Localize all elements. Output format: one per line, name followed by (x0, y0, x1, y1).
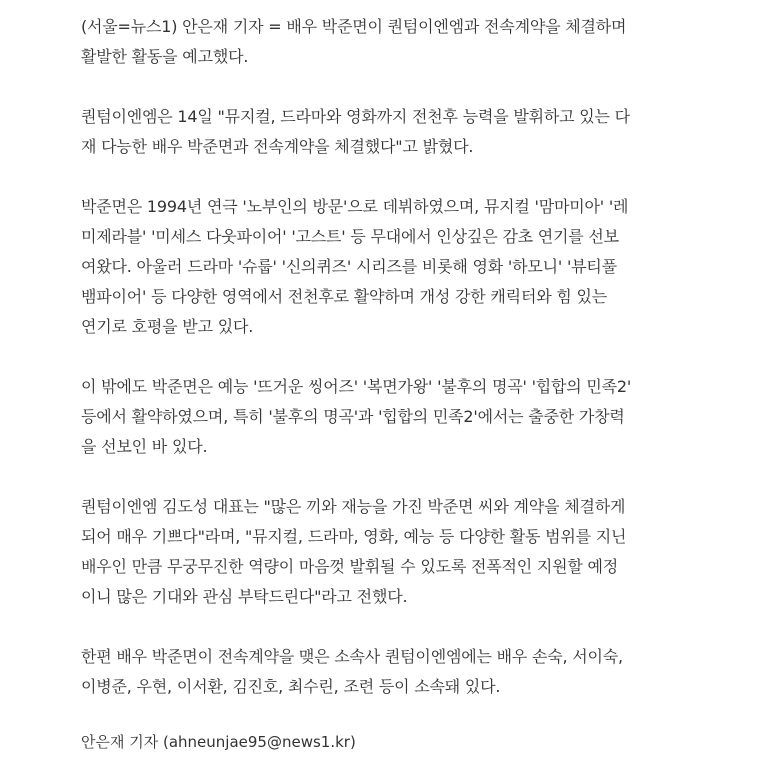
paragraph-line: 재 다능한 배우 박준면과 전속계약을 체결했다"고 밝혔다. (81, 137, 474, 156)
paragraph-line: 활발한 활동을 예고했다. (81, 47, 249, 66)
paragraph-line: 등에서 활약하였으며, 특히 '불후의 명곡'과 '힙합의 민족2'에서는 출중한 가창력 (81, 407, 625, 426)
paragraph-line: 되어 매우 기쁘다"라며, "뮤지컬, 드라마, 영화, 예능 등 다양한 활동 범위를 지닌 (81, 527, 627, 546)
reporter-byline: 안은재 기자 (ahneunjae95@news1.kr) (81, 733, 356, 751)
paragraph-line: 한편 배우 박준면이 전속계약을 맺은 소속사 퀀텀이엔엠에는 배우 손숙, 서이숙, (81, 647, 623, 666)
paragraph-line: 미제라블' '미세스 다웃파이어' '고스트' 등 무대에서 인상깊은 감초 연기를 선보 (81, 227, 619, 246)
paragraph-5 (81, 492, 701, 612)
paragraph-line: 여왔다. 아울러 드라마 '슈룹' '신의퀴즈' 시리즈를 비롯해 영화 '하모니' '뷰티풀 (81, 257, 617, 276)
paragraph-line: 박준면은 1994년 연극 '노부인의 방문'으로 데뷔하였으며, 뮤지컬 '맘마미아' '레 (81, 197, 629, 216)
paragraph-line: 배우인 만큼 무궁무진한 역량이 마음껏 발휘될 수 있도록 전폭적인 지원할 예정 (81, 557, 619, 576)
paragraph-line: 퀀텀이엔엠은 14일 "뮤지컬, 드라마와 영화까지 전천후 능력을 발휘하고 있는 다 (81, 107, 630, 126)
paragraph-line: 연기로 호평을 받고 있다. (81, 317, 254, 336)
paragraph-line: (서울=뉴스1) 안은재 기자 = 배우 박준면이 퀀텀이엔엠과 전속계약을 체결하며 (81, 17, 627, 36)
paragraph-1 (81, 12, 701, 72)
paragraph-line: 을 선보인 바 있다. (81, 437, 208, 456)
paragraph-4 (81, 372, 701, 462)
paragraph-line: 퀀텀이엔엠 김도성 대표는 "많은 끼와 재능을 가진 박준면 씨와 계약을 체결하게 (81, 497, 626, 516)
paragraph-line: 이니 많은 기대와 관심 부탁드린다"라고 전했다. (81, 587, 408, 606)
paragraph-6 (81, 642, 701, 702)
paragraph-3 (81, 192, 701, 342)
paragraph-line: 뱀파이어' 등 다양한 영역에서 전천후로 활약하며 개성 강한 캐릭터와 힘 있는 (81, 287, 607, 306)
paragraph-2 (81, 102, 701, 162)
paragraph-line: 이병준, 우현, 이서환, 김진호, 최수린, 조련 등이 소속돼 있다. (81, 677, 501, 696)
paragraph-line: 이 밖에도 박준면은 예능 '뜨거운 씽어즈' '복면가왕' '불후의 명곡' '힙합의 민족2' (81, 377, 632, 396)
article-body (81, 12, 701, 732)
